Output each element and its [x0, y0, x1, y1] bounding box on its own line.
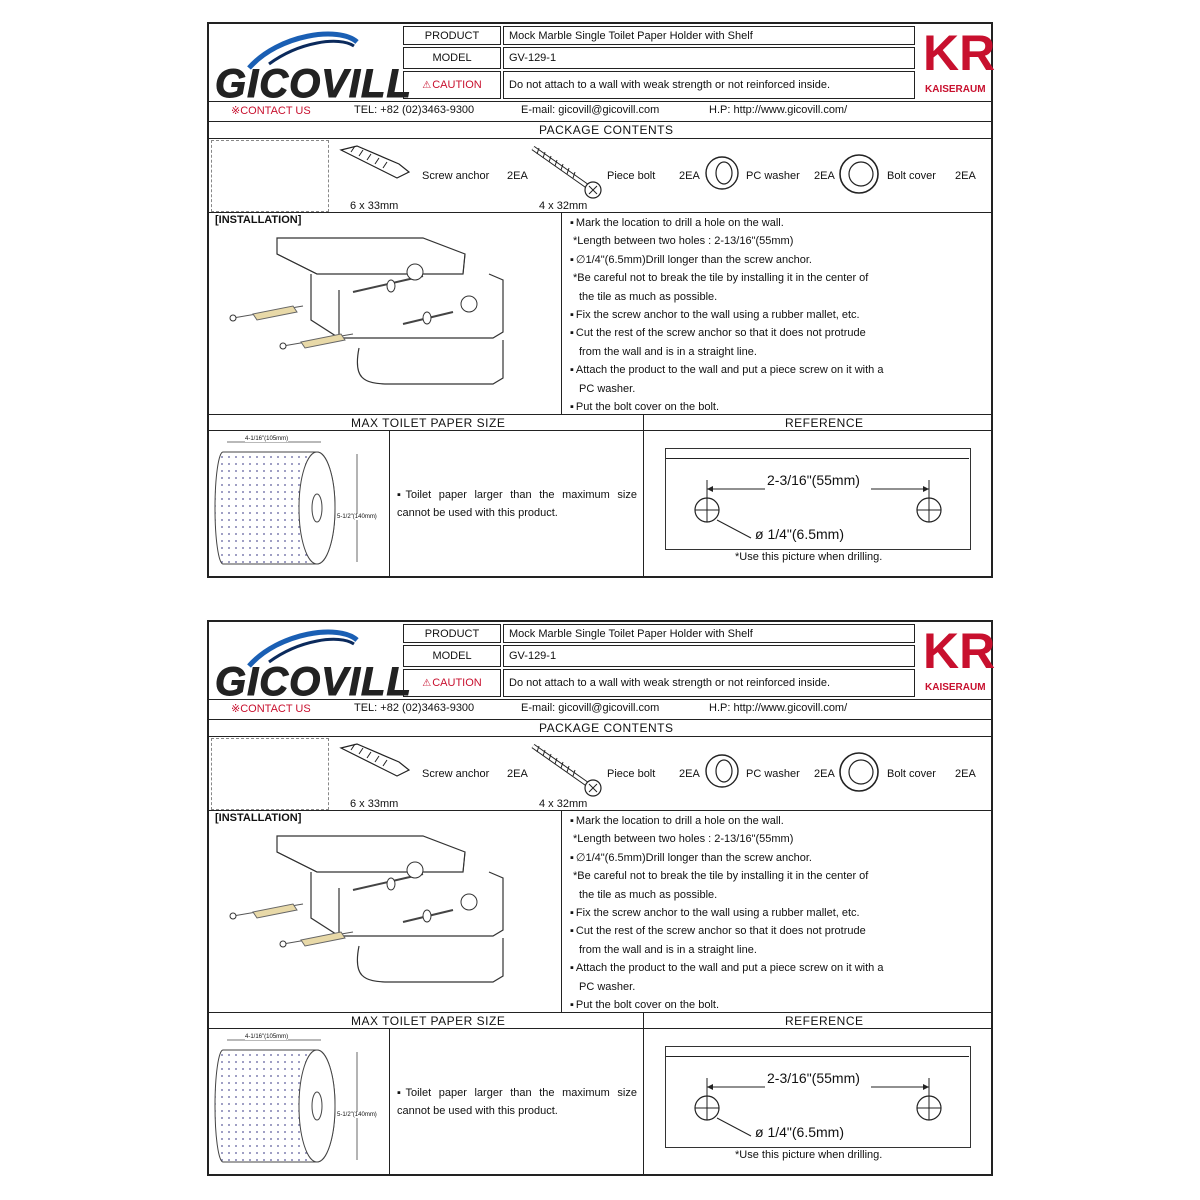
reference-title: REFERENCE	[785, 1014, 864, 1028]
bolt-cover-icon	[837, 750, 881, 794]
screw-anchor-size: 6 x 33mm	[350, 200, 399, 212]
installation-steps	[570, 812, 990, 1014]
bullet-icon: ▪	[397, 489, 406, 501]
bolt-cover-qty: 2EA	[955, 768, 976, 780]
product-label: PRODUCT	[403, 26, 501, 45]
brand-name: GICOVILL	[215, 62, 412, 106]
contact-email: E-mail: gicovill@gicovill.com	[521, 702, 660, 714]
step-5: ▪ Attach the product to the wall and put a piece screw on it with a	[570, 361, 990, 379]
pc-washer-qty: 2EA	[814, 170, 835, 182]
piece-bolt-qty: 2EA	[679, 170, 700, 182]
step-2: ▪ ∅1/4"(6.5mm)Drill longer than the screw anchor.	[570, 849, 990, 867]
step-2-note-cont: the tile as much as possible.	[579, 290, 718, 303]
kaiseraum-name: KAISERAUM	[925, 84, 986, 95]
screw-anchor-icon	[337, 142, 417, 192]
kr-mark: KR	[923, 623, 996, 679]
hole-distance-label: 2-3/16"(55mm)	[767, 1070, 860, 1086]
screw-anchor-size: 6 x 33mm	[350, 798, 399, 810]
caution-value: Do not attach to a wall with weak strength or not reinforced inside.	[503, 669, 915, 697]
brand-name: GICOVILL	[215, 660, 412, 704]
contact-label: ※CONTACT US	[231, 703, 311, 715]
piece-bolt-qty: 2EA	[679, 768, 700, 780]
screw-anchor-qty: 2EA	[507, 768, 528, 780]
contact-email: E-mail: gicovill@gicovill.com	[521, 104, 660, 116]
paper-height-label: 5-1/2"(140mm)	[337, 514, 377, 520]
max-size-title: MAX TOILET PAPER SIZE	[351, 1014, 506, 1028]
kaiseraum-logo	[919, 623, 996, 697]
pc-washer-label: PC washer	[746, 768, 800, 780]
pc-washer-label: PC washer	[746, 170, 800, 182]
package-title: PACKAGE CONTENTS	[539, 721, 674, 735]
kaiseraum-logo	[919, 25, 996, 99]
contact-tel: TEL: +82 (02)3463-9300	[354, 702, 475, 714]
contact-label: ※CONTACT US	[231, 105, 311, 117]
gicovill-logo	[209, 24, 412, 106]
piece-bolt-icon	[529, 142, 607, 202]
pc-washer-icon	[703, 154, 741, 192]
model-value: GV-129-1	[503, 645, 915, 667]
max-size-title: MAX TOILET PAPER SIZE	[351, 416, 506, 430]
installation-diagram	[213, 826, 553, 1010]
product-value: Mock Marble Single Toilet Paper Holder with Shelf	[503, 624, 915, 643]
step-4-cont: from the wall and is in a straight line.	[579, 345, 757, 358]
hole-diameter-label: ø 1/4"(6.5mm)	[755, 1124, 844, 1140]
piece-bolt-size: 4 x 32mm	[539, 200, 588, 212]
caution-label: CAUTION	[432, 79, 482, 91]
package-title: PACKAGE CONTENTS	[539, 123, 674, 137]
piece-bolt-label: Piece bolt	[607, 170, 656, 182]
bolt-cover-label: Bolt cover	[887, 170, 936, 182]
warning-icon: ⚠	[422, 677, 432, 689]
step-6: ▪ Put the bolt cover on the bolt.	[570, 398, 990, 416]
warning-icon: ⚠	[422, 79, 432, 91]
bolt-cover-qty: 2EA	[955, 170, 976, 182]
max-size-note: ▪Toilet paper larger than the maximum size cannot be used with this product.	[397, 489, 637, 519]
instruction-sheet-1	[207, 22, 996, 578]
toilet-paper-icon	[213, 434, 389, 574]
pc-washer-qty: 2EA	[814, 768, 835, 780]
caution-label: CAUTION	[432, 677, 482, 689]
step-4: ▪ Cut the rest of the screw anchor so that it does not protrude	[570, 324, 990, 342]
installation-title: [INSTALLATION]	[215, 812, 302, 824]
model-value: GV-129-1	[503, 47, 915, 69]
piece-bolt-label: Piece bolt	[607, 768, 656, 780]
installation-diagram	[213, 228, 553, 412]
paper-width-label: 4-1/16"(105mm)	[245, 436, 289, 442]
product-label: PRODUCT	[403, 624, 501, 643]
step-5: ▪ Attach the product to the wall and put a piece screw on it with a	[570, 959, 990, 977]
step-5-cont: PC washer.	[579, 382, 636, 395]
step-1: ▪ Mark the location to drill a hole on the wall.	[570, 812, 990, 830]
screw-anchor-label: Screw anchor	[422, 768, 490, 780]
step-5-cont: PC washer.	[579, 980, 636, 993]
step-1-note: *Length between two holes : 2-13/16"(55mm)	[573, 235, 794, 248]
paper-width-label: 4-1/16"(105mm)	[245, 1034, 289, 1040]
installation-title: [INSTALLATION]	[215, 214, 302, 226]
reference-note: *Use this picture when drilling.	[735, 551, 883, 563]
screw-anchor-icon	[337, 740, 417, 790]
step-1-note: *Length between two holes : 2-13/16"(55mm)	[573, 833, 794, 846]
hole-distance-label: 2-3/16"(55mm)	[767, 472, 860, 488]
kaiseraum-name: KAISERAUM	[925, 682, 986, 693]
contact-hp: H.P: http://www.gicovill.com/	[709, 702, 848, 714]
model-label: MODEL	[403, 47, 501, 69]
gicovill-logo	[209, 622, 412, 704]
step-2-note: *Be careful not to break the tile by installing it in the center of	[573, 870, 869, 883]
hole-diameter-label: ø 1/4"(6.5mm)	[755, 526, 844, 542]
pc-washer-icon	[703, 752, 741, 790]
caution-cell	[403, 669, 501, 697]
step-4: ▪ Cut the rest of the screw anchor so that it does not protrude	[570, 922, 990, 940]
step-3: ▪ Fix the screw anchor to the wall using a rubber mallet, etc.	[570, 904, 990, 922]
bolt-cover-label: Bolt cover	[887, 768, 936, 780]
contact-hp: H.P: http://www.gicovill.com/	[709, 104, 848, 116]
reference-title: REFERENCE	[785, 416, 864, 430]
toilet-paper-icon	[213, 1032, 389, 1172]
piece-bolt-size: 4 x 32mm	[539, 798, 588, 810]
step-2-note: *Be careful not to break the tile by installing it in the center of	[573, 272, 869, 285]
paper-height-label: 5-1/2"(140mm)	[337, 1112, 377, 1118]
contact-tel: TEL: +82 (02)3463-9300	[354, 104, 475, 116]
step-1: ▪ Mark the location to drill a hole on the wall.	[570, 214, 990, 232]
step-2-note-cont: the tile as much as possible.	[579, 888, 718, 901]
reference-note: *Use this picture when drilling.	[735, 1149, 883, 1161]
bolt-cover-icon	[837, 152, 881, 196]
max-size-note: ▪Toilet paper larger than the maximum size cannot be used with this product.	[397, 1087, 637, 1117]
caution-cell	[403, 71, 501, 99]
screw-anchor-qty: 2EA	[507, 170, 528, 182]
step-2: ▪ ∅1/4"(6.5mm)Drill longer than the screw anchor.	[570, 251, 990, 269]
model-label: MODEL	[403, 645, 501, 667]
kr-mark: KR	[923, 25, 996, 81]
instruction-sheet-2	[207, 620, 996, 1176]
bullet-icon: ▪	[397, 1087, 406, 1099]
product-value: Mock Marble Single Toilet Paper Holder with Shelf	[503, 26, 915, 45]
step-6: ▪ Put the bolt cover on the bolt.	[570, 996, 990, 1014]
installation-steps	[570, 214, 990, 416]
piece-bolt-icon	[529, 740, 607, 800]
caution-value: Do not attach to a wall with weak strength or not reinforced inside.	[503, 71, 915, 99]
image-placeholder	[211, 738, 329, 810]
image-placeholder	[211, 140, 329, 212]
step-3: ▪ Fix the screw anchor to the wall using a rubber mallet, etc.	[570, 306, 990, 324]
screw-anchor-label: Screw anchor	[422, 170, 490, 182]
step-4-cont: from the wall and is in a straight line.	[579, 943, 757, 956]
